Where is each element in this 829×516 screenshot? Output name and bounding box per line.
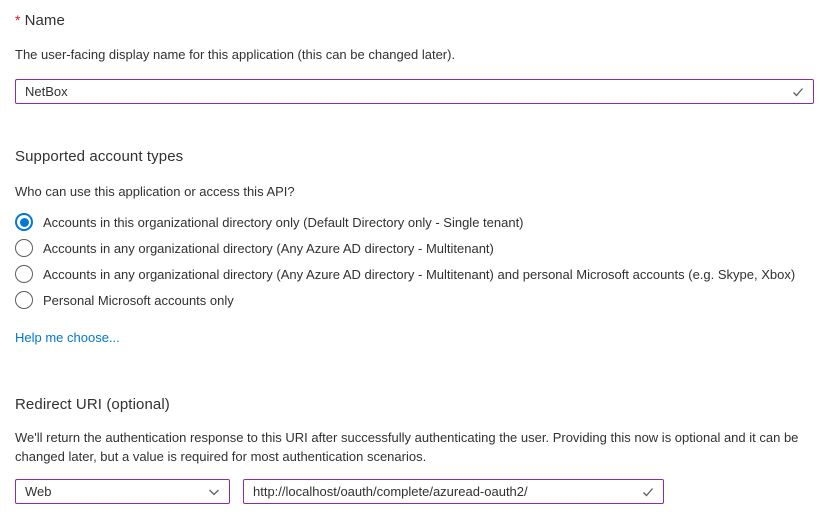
radio-option-personal-only[interactable]: [15, 287, 814, 313]
radio-unselected-icon[interactable]: [15, 265, 33, 283]
radio-option-label: Accounts in any organizational directory (Any Azure AD directory - Multitenant) and personal Microsoft accounts (e.g. Skype, Xbox): [43, 266, 796, 282]
radio-unselected-icon[interactable]: [15, 291, 33, 309]
checkmark-icon: [791, 85, 805, 99]
redirect-uri-input[interactable]: [244, 480, 663, 503]
redirect-uri-input-wrapper: [243, 479, 664, 504]
radio-option-multitenant[interactable]: [15, 235, 814, 261]
account-types-question: Who can use this application or access this API?: [15, 184, 295, 199]
name-section-title: [15, 10, 814, 31]
help-me-choose-link[interactable]: Help me choose...: [15, 330, 120, 345]
radio-unselected-icon[interactable]: [15, 239, 33, 257]
chevron-down-icon: [207, 485, 221, 499]
platform-select[interactable]: [15, 479, 230, 504]
radio-option-label: Personal Microsoft accounts only: [43, 292, 234, 308]
redirect-uri-controls: [15, 479, 814, 504]
checkmark-icon: [641, 485, 655, 499]
redirect-uri-section-title: Redirect URI (optional): [15, 396, 170, 413]
radio-option-multitenant-personal[interactable]: [15, 261, 814, 287]
redirect-uri-description: We'll return the authentication response to this URI after successfully authenticating the user. Providing this now is optional and it can be changed later, but a value is required for most authentication scenarios.: [15, 430, 799, 464]
account-types-section-title: Supported account types: [15, 148, 184, 165]
name-input[interactable]: [16, 80, 813, 103]
radio-option-label: Accounts in this organizational directory only (Default Directory only - Single tenant): [43, 214, 524, 230]
name-description: The user-facing display name for this application (this can be changed later).: [15, 47, 456, 62]
platform-select-value: Web: [25, 484, 52, 499]
name-input-wrapper: [15, 79, 814, 104]
radio-option-single-tenant[interactable]: [15, 209, 814, 235]
name-section-title-text: Name: [24, 12, 65, 29]
radio-option-label: Accounts in any organizational directory (Any Azure AD directory - Multitenant): [43, 240, 494, 256]
radio-selected-icon[interactable]: [15, 213, 33, 231]
account-types-radio-group: [15, 209, 814, 313]
required-asterisk: *: [15, 12, 21, 28]
